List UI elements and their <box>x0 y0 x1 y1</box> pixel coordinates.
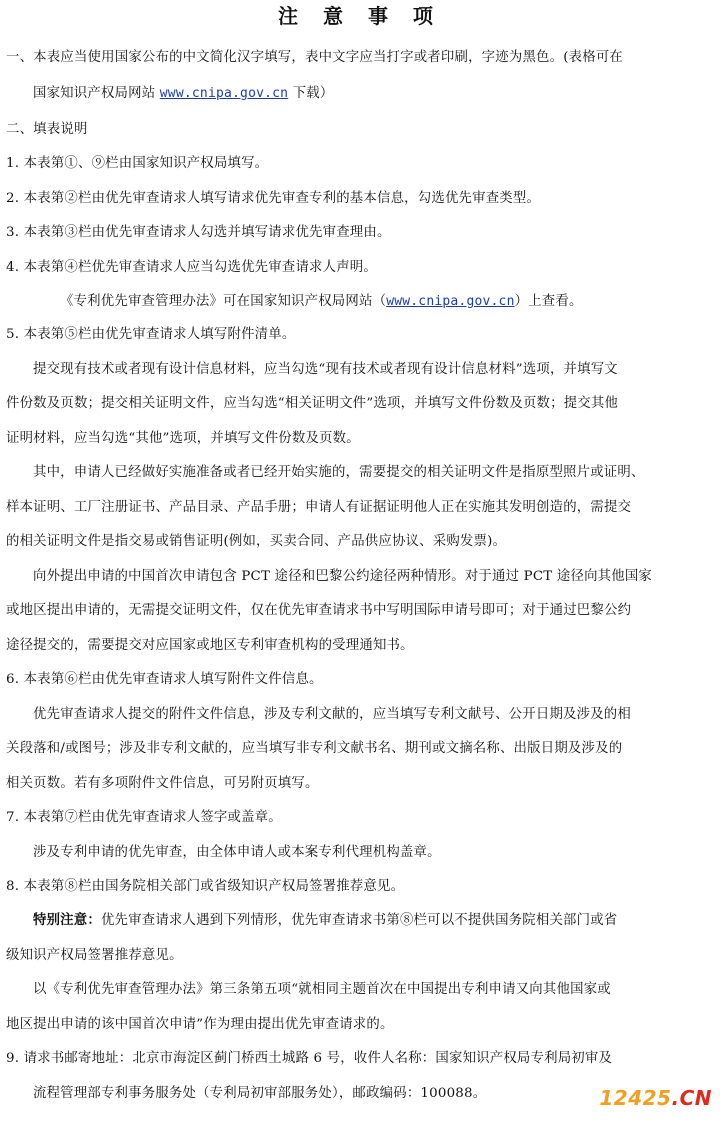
website-link[interactable]: www.cnipa.gov.cn <box>159 86 289 101</box>
text-line: 一、本表应当使用国家公布的中文简化汉字填写，表中文字应当打字或者印刷，字迹为黑色。(表格可在 <box>6 50 623 65</box>
list-item: 1. 本表第①、⑨栏由国家知识产权局填写。 <box>6 156 269 171</box>
line-text: 下载） <box>288 86 334 101</box>
page-title: 注 意 事 项 <box>278 4 442 28</box>
list-item: 6. 本表第⑥栏由优先审查请求人填写附件文件信息。 <box>6 672 323 687</box>
line-text: ）上查看。 <box>514 294 583 309</box>
special-note-label: 特别注意： <box>33 913 101 928</box>
paragraph-line: 证明材料，应当勾选“其他”选项，并填写文件份数及页数。 <box>6 431 360 446</box>
paragraph-line: 提交现有技术或者现有设计信息材料，应当勾选“现有技术或者现有设计信息材料”选项，并填写文 <box>33 362 618 377</box>
list-item: 5. 本表第⑤栏由优先审查请求人填写附件清单。 <box>6 327 296 342</box>
paragraph-line: 的相关证明文件是指交易或销售证明(例如，买卖合同、产品供应协议、采购发票)。 <box>6 534 507 549</box>
watermark-dot: . <box>671 1086 680 1110</box>
list-item: 3. 本表第③栏由优先审查请求人勾选并填写请求优先审查理由。 <box>6 225 391 240</box>
text-line-with-link <box>33 84 714 104</box>
list-item: 2. 本表第②栏由优先审查请求人填写请求优先审查专利的基本信息，勾选优先审查类型。 <box>6 191 541 206</box>
line-text: 《专利优先审查管理办法》可在国家知识产权局网站（ <box>60 294 387 309</box>
paragraph-line: 向外提出申请的中国首次申请包含 PCT 途径和巴黎公约途径两种情形。对于通过 PCT 途径向其他国家 <box>33 569 653 584</box>
watermark-cn: CN <box>679 1086 712 1110</box>
paragraph-line: 相关页数。若有多项附件文件信息，可另附页填写。 <box>6 776 319 791</box>
special-note-line <box>33 911 714 931</box>
paragraph-line: 关段落和/或图号；涉及非专利文献的，应当填写非专利文献书名、期刊或文摘名称、出版日期及涉及的 <box>6 741 623 756</box>
paragraph-line: 优先审查请求人提交的附件文件信息，涉及专利文献的，应当填写专利文献号、公开日期及涉及的相 <box>33 707 631 722</box>
paragraph-line: 流程管理部专利事务服务处（专利局初审部服务处），邮政编码：100088。 <box>33 1086 487 1101</box>
paragraph-line: 其中，申请人已经做好实施准备或者已经开始实施的，需要提交的相关证明文件是指原型照片或证明、 <box>33 465 645 480</box>
list-item: 4. 本表第④栏优先审查请求人应当勾选优先审查请求人声明。 <box>6 260 377 275</box>
paragraph-line: 以《专利优先审查管理办法》第三条第五项“就相同主题首次在中国提出专利申请又向其他国家或 <box>33 982 611 997</box>
list-item: 8. 本表第⑧栏由国务院相关部门或省级知识产权局签署推荐意见。 <box>6 879 405 894</box>
site-watermark-logo <box>599 1086 712 1110</box>
list-item: 9. 请求书邮寄地址：北京市海淀区蓟门桥西土城路 6 号，收件人名称：国家知识产权局专利局初审及 <box>6 1051 613 1066</box>
paragraph-line: 件份数及页数；提交相关证明文件，应当勾选“相关证明文件”选项，并填写文件份数及页数；提交其他 <box>6 396 619 411</box>
paragraph-line: 地区提出申请的该中国首次申请”作为理由提出优先审查请求的。 <box>6 1017 394 1032</box>
text-line-with-link <box>60 292 714 312</box>
line-text: 国家知识产权局网站 <box>33 86 160 101</box>
paragraph-line: 样本证明、工厂注册证书、产品目录、产品手册；申请人有证据证明他人正在实施其发明创造的，需提交 <box>6 500 632 515</box>
watermark-number: 12425 <box>599 1086 672 1110</box>
section-heading: 二、填表说明 <box>6 122 88 137</box>
line-text: 优先审查请求人遇到下列情形，优先审查请求书第⑧栏可以不提供国务院相关部门或省 <box>100 913 618 928</box>
list-item: 7. 本表第⑦栏由优先审查请求人签字或盖章。 <box>6 810 282 825</box>
paragraph-line: 或地区提出申请的，无需提交证明文件，仅在优先审查请求书中写明国际申请号即可；对于通过巴黎公约 <box>6 603 632 618</box>
paragraph-line: 涉及专利申请的优先审查，由全体申请人或本案专利代理机构盖章。 <box>33 845 441 860</box>
paragraph-line: 途径提交的，需要提交对应国家或地区专利审查机构的受理通知书。 <box>6 638 414 653</box>
paragraph-line: 级知识产权局签署推荐意见。 <box>6 948 183 963</box>
website-link[interactable]: www.cnipa.gov.cn <box>386 294 515 309</box>
